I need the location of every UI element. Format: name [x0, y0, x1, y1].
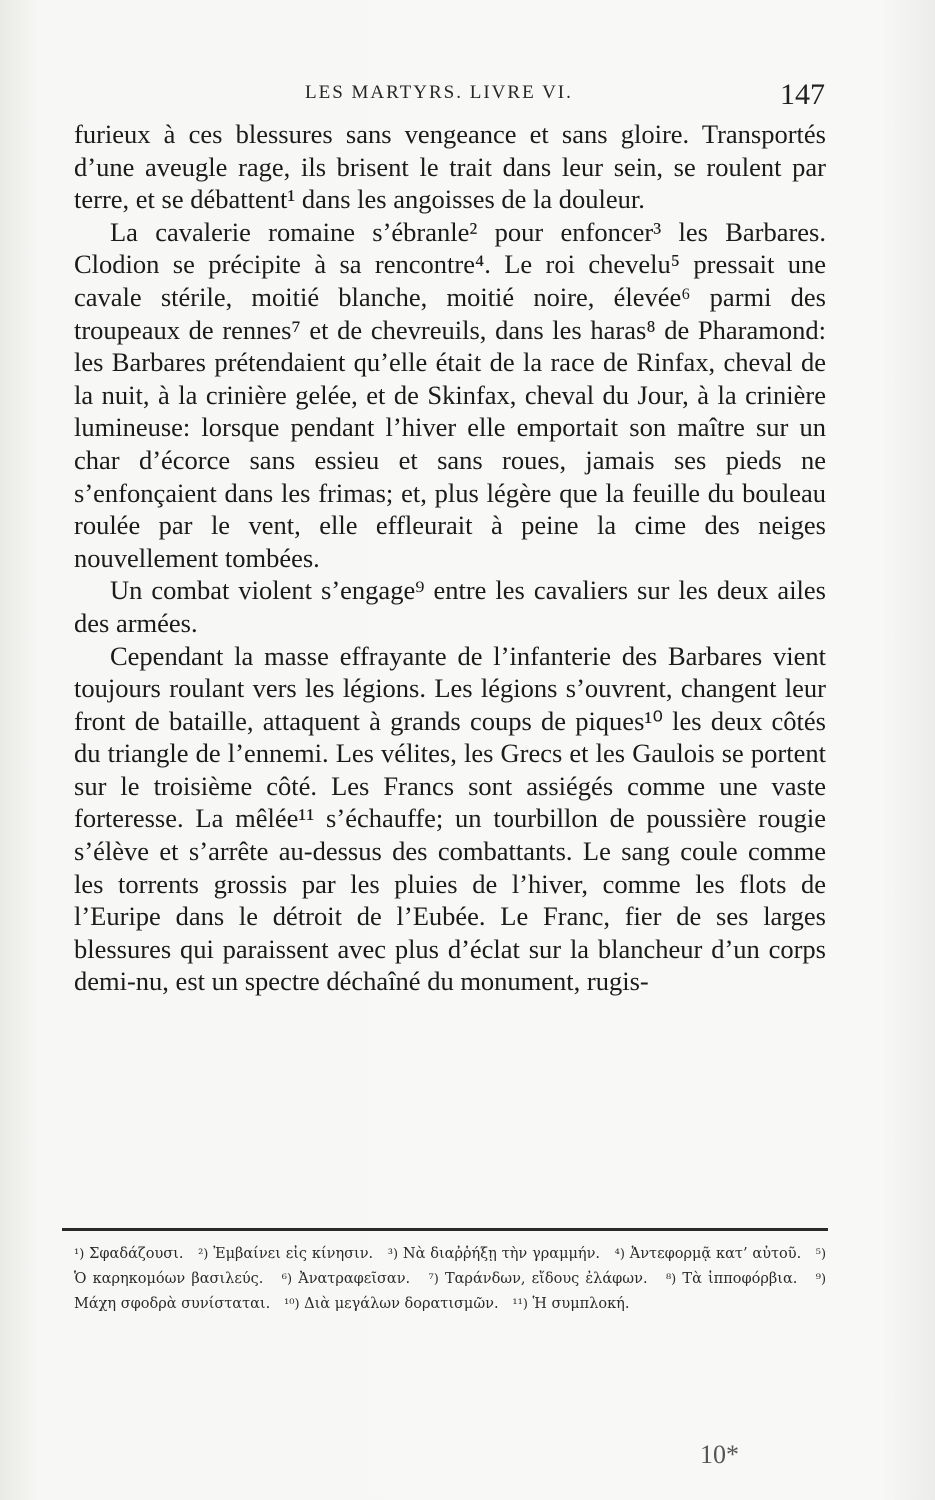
footnote-rule: [62, 1228, 828, 1231]
footnote: ⁶) Ἀνατραφεῖσαν.: [281, 1271, 411, 1287]
footnote: ¹) Σφαδάζουσι.: [74, 1246, 184, 1262]
body-text: [74, 118, 826, 998]
footnote: ¹⁰) Διὰ μεγάλων δορατισμῶν.: [284, 1296, 499, 1312]
running-head: LES MARTYRS. LIVRE VI.: [305, 82, 573, 103]
paragraph: La cavalerie romaine s’ébranle² pour enfoncer³ les Barbares. Clodion se précipite à sa rencontre⁴. Le roi chevelu⁵ pressait une cavale stérile, moitié blanche, moitié noire, élevée⁶ parmi des troupeaux de rennes⁷ et de chevreuils, dans les haras⁸ de Pharamond: les Barbares prétendaient qu’elle était de la race de Rinfax, cheval de la nuit, à la crinière gelée, et de Skinfax, cheval du Jour, à la crinière lumineuse: lorsque pendant l’hiver elle emportait son maître sur un char d’écorce sans essieu et sans roues, jamais ses pieds ne s’enfonçaient dans les frimas; et, plus légère que la feuille du bouleau roulée par le vent, elle effleurait à peine la cime des neiges nouvellement tombées.: [74, 216, 826, 573]
footnote: ⁵) Ὁ καρηκομόων βασιλεύς.: [74, 1247, 827, 1287]
footnote: ⁷) Ταράνδων, εἴδους ἐλάφων.: [428, 1271, 648, 1287]
footnotes: [74, 1242, 826, 1317]
signature-mark: 10*: [700, 1440, 739, 1469]
footnote: ⁹) Μάχη σφοδρὰ συνίσταται.: [74, 1272, 827, 1312]
page-number: 147: [780, 78, 825, 111]
paragraph: Cependant la masse effrayante de l’infanterie des Barbares vient toujours roulant vers les légions. Les légions s’ouvrent, changent leur front de bataille, attaquent à grands coups de piques¹⁰ les deux côtés du triangle de l’ennemi. Les vélites, les Grecs et les Gaulois se portent sur le troisième côté. Les Francs sont assiégés comme une vaste forteresse. La mêlée¹¹ s’échauffe; un tourbillon de poussière rougie s’élève et s’arrête au-dessus des combattants. Le sang coule comme les torrents grossis par les pluies de l’hiver, comme les flots de l’Euripe dans le détroit de l’Eubée. Le Franc, fier de ses larges blessures qui paraissent avec plus d’éclat sur la blancheur d’un corps demi-nu, est un spectre déchaîné du monument, rugis-: [74, 640, 826, 997]
footnote: ⁸) Τὰ ἱπποφόρβια.: [665, 1271, 798, 1287]
footnote: ⁴) Ἀντεφορμᾷ κατ’ αὐτοῦ.: [614, 1246, 802, 1262]
footnote: ²) Ἐμβαίνει εἰς κίνησιν.: [198, 1246, 374, 1262]
paragraph: furieux à ces blessures sans vengeance et sans gloire. Transportés d’une aveugle rage, ils brisent le trait dans leur sein, se roulent par terre, et se débattent¹ dans les angoisses de la douleur.: [74, 119, 826, 215]
paragraph: Un combat violent s’engage⁹ entre les cavaliers sur les deux ailes des armées.: [74, 575, 826, 638]
footnote: ³) Νὰ διαῤῥήξῃ τὴν γραμμήν.: [387, 1246, 601, 1262]
page-header: [80, 78, 825, 114]
footnote: ¹¹) Ἡ συμπλοκή.: [512, 1296, 630, 1312]
